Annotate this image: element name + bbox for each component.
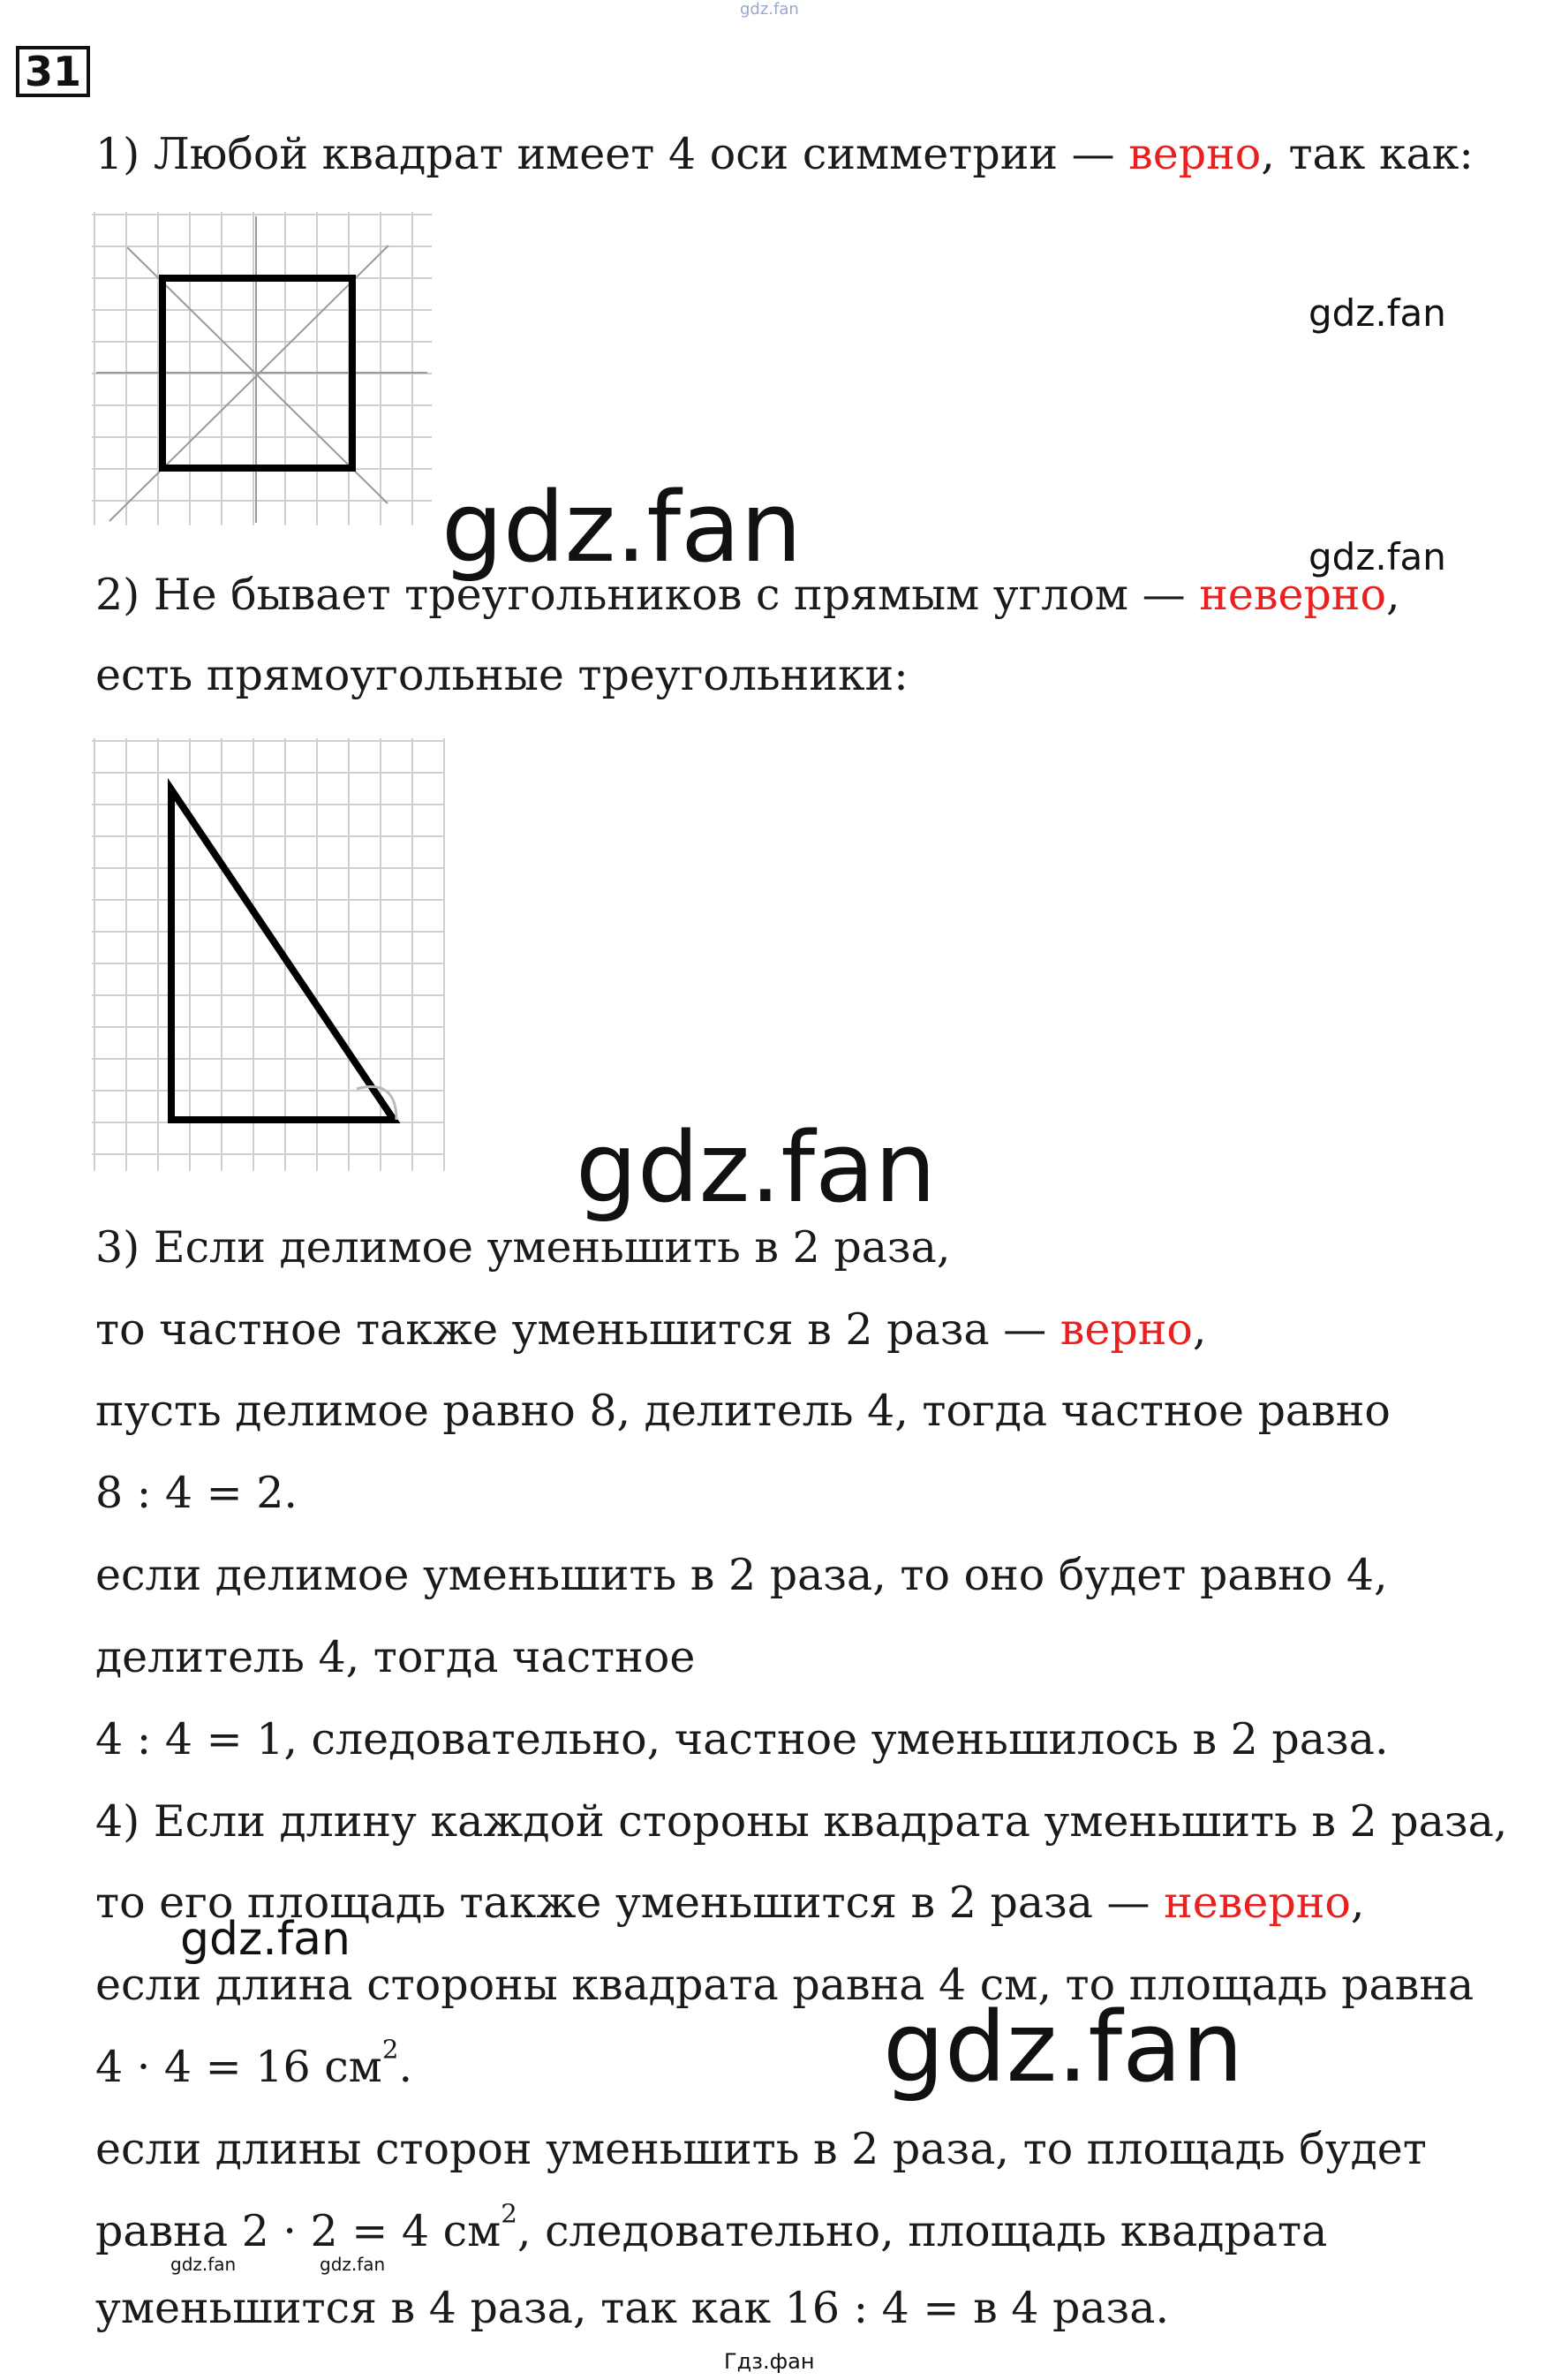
item-4-line-4: 4 · 4 = 16 $см^2$.: [95, 2034, 413, 2092]
item-3-line-2: то частное также уменьшится в 2 раза — верно,: [95, 1304, 1207, 1355]
watermark-tiny-2: gdz.fan: [320, 2254, 386, 2275]
triangle-shape: [171, 790, 394, 1120]
watermark-big-1: gdz.fan: [441, 471, 803, 584]
item-3-line-4: 8 : 4 = 2.: [95, 1468, 298, 1518]
item-4-line-3: если длина стороны квадрата равна 4 см, то площадь равна: [95, 1960, 1474, 2010]
item-4-line-7: уменьшится в 4 раза, так как 16 : 4 = в 4 раза.: [95, 2283, 1170, 2333]
verdict-true: верно: [1060, 1304, 1193, 1355]
item-2-explanation: есть прямоугольные треугольники:: [95, 650, 909, 700]
square-symmetry-figure: [92, 212, 436, 530]
item-4-line-2: то его площадь также уменьшится в 2 раза — неверно,: [95, 1878, 1365, 1928]
task-number-badge: 31: [16, 46, 90, 97]
verdict-false: неверно: [1199, 570, 1386, 620]
watermark-right-1: gdz.fan: [1308, 291, 1446, 335]
item-3-line-6: делитель 4, тогда частное: [95, 1632, 696, 1682]
item-3-line-7: 4 : 4 = 1, следовательно, частное уменьшилось в 2 раза.: [95, 1714, 1389, 1764]
watermark-big-3: gdz.fan: [883, 1991, 1244, 2104]
item-3-line-1: 3) Если делимое уменьшить в 2 раза,: [95, 1222, 951, 1273]
watermark-top: gdz.fan: [740, 0, 799, 19]
watermark-mid-left: gdz.fan: [180, 1913, 351, 1966]
item-3-line-3: пусть делимое равно 8, делитель 4, тогда частное равно: [95, 1386, 1391, 1436]
watermark-tiny-1: gdz.fan: [170, 2254, 237, 2275]
item-2-statement: 2) Не бывает треугольников с прямым углом — неверно,: [95, 570, 1400, 620]
item-4-line-6: равна 2 · 2 = 4 $см^2$, следовательно, площадь квадрата: [95, 2198, 1328, 2256]
item-1-statement: 1) Любой квадрат имеет 4 оси симметрии — верно, так как:: [95, 129, 1474, 179]
watermark-bottom: Гдз.фан: [724, 2349, 815, 2374]
watermark-right-2: gdz.fan: [1308, 535, 1446, 578]
right-triangle-figure: [92, 738, 449, 1175]
watermark-big-2: gdz.fan: [576, 1111, 937, 1224]
item-3-line-5: если делимое уменьшить в 2 раза, то оно будет равно 4,: [95, 1550, 1388, 1600]
item-4-line-5: если длины сторон уменьшить в 2 раза, то площадь будет: [95, 2124, 1427, 2174]
diagonal-axis-2: [109, 246, 388, 521]
verdict-false: неверно: [1164, 1878, 1351, 1928]
item-4-line-1: 4) Если длину каждой стороны квадрата уменьшить в 2 раза,: [95, 1796, 1508, 1847]
verdict-true: верно: [1128, 129, 1262, 179]
